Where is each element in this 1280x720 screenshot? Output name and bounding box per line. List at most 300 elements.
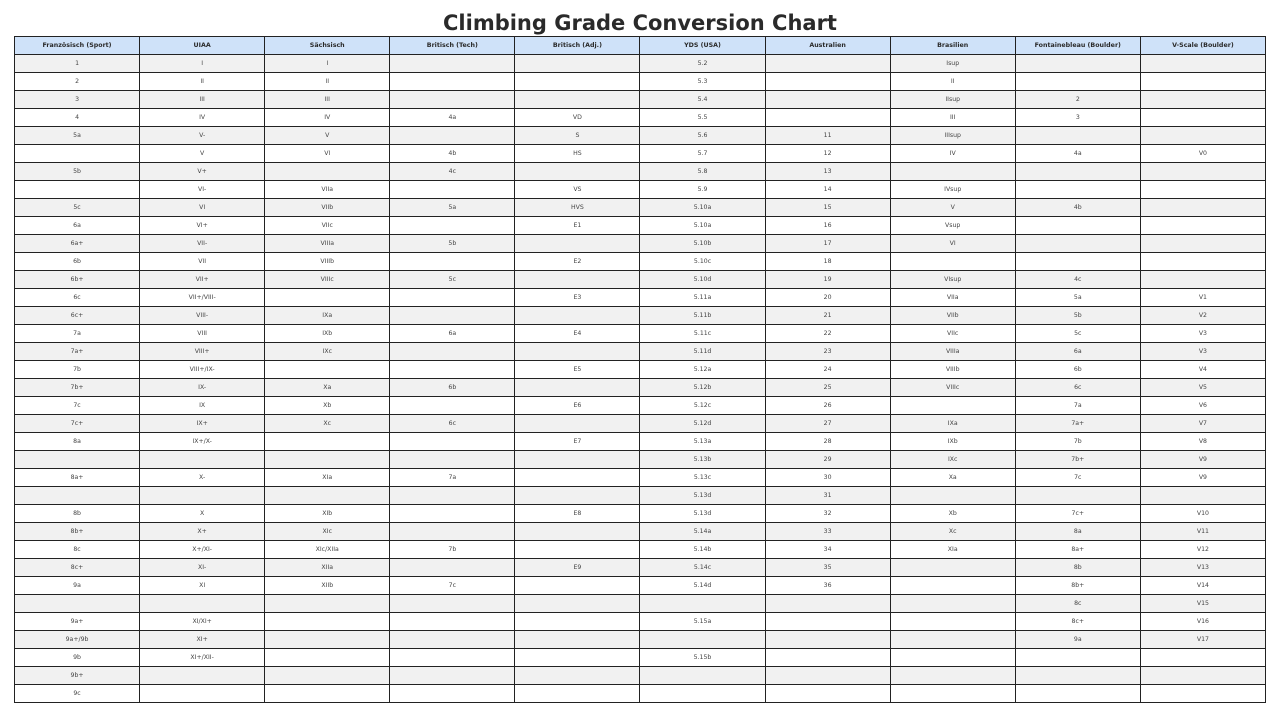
table-cell-saxon: IV: [265, 109, 390, 127]
table-cell-uiaa: VII+/VIII-: [140, 289, 265, 307]
table-cell-french-sport: 6a: [15, 217, 140, 235]
table-cell-brazil: [890, 595, 1015, 613]
table-cell-british-tech: [390, 559, 515, 577]
table-cell-british-tech: [390, 451, 515, 469]
table-cell-v-scale: V11: [1140, 523, 1265, 541]
table-row: [15, 469, 1266, 487]
table-cell-french-sport: 9b: [15, 649, 140, 667]
table-cell-yds: 5.10c: [640, 253, 765, 271]
table-row: [15, 631, 1266, 649]
table-cell-saxon: I: [265, 55, 390, 73]
table-cell-yds: 5.14b: [640, 541, 765, 559]
table-cell-brazil: XIa: [890, 541, 1015, 559]
table-cell-british-adjectival: [515, 469, 640, 487]
table-cell-french-sport: 3: [15, 91, 140, 109]
table-cell-british-tech: [390, 73, 515, 91]
table-cell-v-scale: V10: [1140, 505, 1265, 523]
table-cell-fontainebleau: 3: [1015, 109, 1140, 127]
table-cell-australia: 22: [765, 325, 890, 343]
table-cell-british-adjectival: [515, 541, 640, 559]
column-header-british-adjectival: Britisch (Adj.): [515, 37, 640, 55]
table-cell-australia: 36: [765, 577, 890, 595]
table-cell-uiaa: XI+: [140, 631, 265, 649]
table-cell-v-scale: [1140, 685, 1265, 703]
table-cell-fontainebleau: 8c: [1015, 595, 1140, 613]
table-cell-yds: 5.6: [640, 127, 765, 145]
table-cell-british-adjectival: [515, 523, 640, 541]
table-cell-french-sport: [15, 451, 140, 469]
table-cell-saxon: Xc: [265, 415, 390, 433]
table-cell-saxon: VIIIc: [265, 271, 390, 289]
table-cell-yds: [640, 631, 765, 649]
table-cell-australia: 15: [765, 199, 890, 217]
table-cell-brazil: [890, 397, 1015, 415]
table-cell-v-scale: [1140, 667, 1265, 685]
table-row: [15, 415, 1266, 433]
table-cell-brazil: Xa: [890, 469, 1015, 487]
table-cell-brazil: [890, 577, 1015, 595]
table-cell-v-scale: [1140, 235, 1265, 253]
table-cell-uiaa: [140, 667, 265, 685]
table-cell-v-scale: [1140, 253, 1265, 271]
table-cell-yds: 5.10d: [640, 271, 765, 289]
table-cell-british-adjectival: [515, 667, 640, 685]
table-cell-british-adjectival: HS: [515, 145, 640, 163]
table-cell-yds: [640, 667, 765, 685]
table-row: [15, 91, 1266, 109]
table-cell-yds: 5.3: [640, 73, 765, 91]
table-cell-fontainebleau: [1015, 55, 1140, 73]
table-row: [15, 379, 1266, 397]
table-cell-british-adjectival: E1: [515, 217, 640, 235]
table-cell-french-sport: 7b: [15, 361, 140, 379]
table-cell-yds: 5.11a: [640, 289, 765, 307]
table-row: [15, 271, 1266, 289]
table-cell-australia: [765, 649, 890, 667]
table-cell-fontainebleau: 5a: [1015, 289, 1140, 307]
table-cell-brazil: VIIa: [890, 289, 1015, 307]
table-cell-british-adjectival: E7: [515, 433, 640, 451]
table-cell-yds: 5.10a: [640, 217, 765, 235]
table-cell-saxon: IXb: [265, 325, 390, 343]
table-row: [15, 685, 1266, 703]
table-cell-yds: 5.4: [640, 91, 765, 109]
table-cell-brazil: V: [890, 199, 1015, 217]
table-cell-british-tech: [390, 505, 515, 523]
table-cell-brazil: VIIc: [890, 325, 1015, 343]
table-cell-british-tech: [390, 685, 515, 703]
table-cell-british-adjectival: HVS: [515, 199, 640, 217]
table-cell-british-adjectival: E5: [515, 361, 640, 379]
table-cell-uiaa: [140, 451, 265, 469]
table-cell-fontainebleau: 7b: [1015, 433, 1140, 451]
table-cell-fontainebleau: 7a+: [1015, 415, 1140, 433]
table-row: [15, 397, 1266, 415]
column-header-brazil: Brasilien: [890, 37, 1015, 55]
table-cell-yds: 5.14c: [640, 559, 765, 577]
table-row: [15, 541, 1266, 559]
table-body: [15, 55, 1266, 703]
table-cell-v-scale: V0: [1140, 145, 1265, 163]
table-cell-australia: [765, 631, 890, 649]
table-cell-french-sport: 9c: [15, 685, 140, 703]
table-cell-brazil: IXc: [890, 451, 1015, 469]
table-cell-brazil: Isup: [890, 55, 1015, 73]
table-cell-uiaa: IX+: [140, 415, 265, 433]
table-cell-fontainebleau: [1015, 649, 1140, 667]
table-cell-british-tech: [390, 217, 515, 235]
table-cell-yds: 5.12d: [640, 415, 765, 433]
table-row: [15, 343, 1266, 361]
table-cell-french-sport: 8a: [15, 433, 140, 451]
table-cell-brazil: [890, 613, 1015, 631]
table-cell-yds: [640, 595, 765, 613]
table-cell-v-scale: V7: [1140, 415, 1265, 433]
table-cell-australia: [765, 91, 890, 109]
table-cell-saxon: IXa: [265, 307, 390, 325]
table-cell-french-sport: 7a: [15, 325, 140, 343]
table-cell-fontainebleau: [1015, 487, 1140, 505]
table-cell-brazil: IIIsup: [890, 127, 1015, 145]
table-cell-saxon: [265, 487, 390, 505]
table-cell-saxon: II: [265, 73, 390, 91]
table-cell-brazil: IXb: [890, 433, 1015, 451]
table-cell-british-tech: [390, 253, 515, 271]
table-cell-uiaa: [140, 595, 265, 613]
table-cell-british-tech: [390, 91, 515, 109]
table-cell-british-tech: [390, 631, 515, 649]
table-cell-v-scale: V17: [1140, 631, 1265, 649]
table-cell-british-tech: [390, 613, 515, 631]
table-cell-brazil: VIIIb: [890, 361, 1015, 379]
table-cell-british-adjectival: [515, 451, 640, 469]
table-cell-french-sport: 8a+: [15, 469, 140, 487]
table-row: [15, 613, 1266, 631]
table-cell-british-tech: [390, 433, 515, 451]
table-cell-french-sport: 6c+: [15, 307, 140, 325]
table-cell-british-adjectival: [515, 415, 640, 433]
table-cell-uiaa: VI: [140, 199, 265, 217]
table-cell-french-sport: 9b+: [15, 667, 140, 685]
table-cell-fontainebleau: [1015, 235, 1140, 253]
table-cell-brazil: VI: [890, 235, 1015, 253]
table-cell-australia: [765, 73, 890, 91]
table-cell-brazil: Xb: [890, 505, 1015, 523]
table-cell-brazil: II: [890, 73, 1015, 91]
table-cell-british-tech: [390, 487, 515, 505]
table-cell-british-tech: 6c: [390, 415, 515, 433]
table-cell-british-tech: 4b: [390, 145, 515, 163]
table-cell-fontainebleau: [1015, 127, 1140, 145]
table-cell-fontainebleau: 5c: [1015, 325, 1140, 343]
table-cell-british-tech: 4c: [390, 163, 515, 181]
table-cell-australia: 21: [765, 307, 890, 325]
table-cell-french-sport: 9a+: [15, 613, 140, 631]
column-header-french-sport: Französisch (Sport): [15, 37, 140, 55]
table-cell-british-tech: [390, 127, 515, 145]
table-cell-v-scale: V1: [1140, 289, 1265, 307]
table-cell-australia: 31: [765, 487, 890, 505]
table-cell-fontainebleau: 9a: [1015, 631, 1140, 649]
table-row: [15, 235, 1266, 253]
table-cell-uiaa: X-: [140, 469, 265, 487]
table-cell-australia: 14: [765, 181, 890, 199]
table-cell-brazil: [890, 253, 1015, 271]
table-cell-brazil: VIsup: [890, 271, 1015, 289]
table-cell-uiaa: X+: [140, 523, 265, 541]
table-row: [15, 109, 1266, 127]
table-cell-french-sport: 5a: [15, 127, 140, 145]
table-cell-british-tech: [390, 289, 515, 307]
table-cell-brazil: [890, 685, 1015, 703]
table-row: [15, 577, 1266, 595]
table-cell-uiaa: VIII+/IX-: [140, 361, 265, 379]
table-row: [15, 307, 1266, 325]
table-cell-uiaa: II: [140, 73, 265, 91]
table-cell-saxon: XIb: [265, 505, 390, 523]
table-cell-australia: [765, 613, 890, 631]
table-cell-british-tech: [390, 667, 515, 685]
table-cell-british-tech: [390, 307, 515, 325]
table-cell-v-scale: V15: [1140, 595, 1265, 613]
table-cell-australia: 18: [765, 253, 890, 271]
table-cell-fontainebleau: 8a: [1015, 523, 1140, 541]
table-cell-french-sport: 7c+: [15, 415, 140, 433]
table-cell-australia: 12: [765, 145, 890, 163]
table-cell-fontainebleau: 8a+: [1015, 541, 1140, 559]
table-cell-saxon: VIIIb: [265, 253, 390, 271]
table-cell-british-adjectival: [515, 685, 640, 703]
table-cell-yds: 5.12a: [640, 361, 765, 379]
grade-conversion-table: [14, 36, 1266, 703]
table-cell-uiaa: VII: [140, 253, 265, 271]
table-cell-french-sport: 7c: [15, 397, 140, 415]
table-cell-british-tech: 6b: [390, 379, 515, 397]
table-cell-australia: [765, 595, 890, 613]
table-cell-saxon: [265, 595, 390, 613]
table-row: [15, 433, 1266, 451]
table-row: [15, 181, 1266, 199]
table-cell-saxon: VIIc: [265, 217, 390, 235]
column-header-australia: Australien: [765, 37, 890, 55]
table-cell-uiaa: VIII-: [140, 307, 265, 325]
table-cell-yds: 5.13d: [640, 505, 765, 523]
table-cell-v-scale: V2: [1140, 307, 1265, 325]
table-cell-uiaa: IV: [140, 109, 265, 127]
table-cell-fontainebleau: [1015, 253, 1140, 271]
table-cell-v-scale: [1140, 91, 1265, 109]
table-cell-british-adjectival: [515, 271, 640, 289]
table-cell-saxon: V: [265, 127, 390, 145]
column-header-v-scale: V-Scale (Boulder): [1140, 37, 1265, 55]
table-cell-british-adjectival: [515, 577, 640, 595]
table-cell-yds: 5.14d: [640, 577, 765, 595]
table-row: [15, 451, 1266, 469]
table-cell-v-scale: [1140, 55, 1265, 73]
table-cell-yds: 5.15b: [640, 649, 765, 667]
table-cell-uiaa: XI+/XII-: [140, 649, 265, 667]
table-cell-fontainebleau: [1015, 667, 1140, 685]
table-cell-french-sport: 6b: [15, 253, 140, 271]
table-cell-saxon: VIIIa: [265, 235, 390, 253]
table-cell-saxon: VIIa: [265, 181, 390, 199]
table-cell-brazil: VIIb: [890, 307, 1015, 325]
table-cell-australia: 29: [765, 451, 890, 469]
table-cell-uiaa: VIII: [140, 325, 265, 343]
table-cell-british-tech: [390, 595, 515, 613]
table-cell-brazil: IIsup: [890, 91, 1015, 109]
table-cell-fontainebleau: 6c: [1015, 379, 1140, 397]
table-cell-french-sport: 7b+: [15, 379, 140, 397]
table-cell-fontainebleau: 7c+: [1015, 505, 1140, 523]
table-cell-british-adjectival: E8: [515, 505, 640, 523]
table-cell-uiaa: V: [140, 145, 265, 163]
table-cell-v-scale: [1140, 127, 1265, 145]
table-cell-uiaa: X: [140, 505, 265, 523]
table-cell-british-tech: 7b: [390, 541, 515, 559]
table-cell-fontainebleau: [1015, 217, 1140, 235]
table-cell-french-sport: 6c: [15, 289, 140, 307]
table-cell-fontainebleau: 7a: [1015, 397, 1140, 415]
table-cell-brazil: III: [890, 109, 1015, 127]
table-cell-yds: 5.13c: [640, 469, 765, 487]
table-cell-brazil: [890, 667, 1015, 685]
table-cell-saxon: IXc: [265, 343, 390, 361]
table-cell-australia: [765, 109, 890, 127]
table-cell-uiaa: VII+: [140, 271, 265, 289]
table-cell-fontainebleau: 8b+: [1015, 577, 1140, 595]
table-cell-fontainebleau: 6b: [1015, 361, 1140, 379]
column-header-fontainebleau: Fontainebleau (Boulder): [1015, 37, 1140, 55]
table-cell-british-adjectival: [515, 613, 640, 631]
table-cell-french-sport: [15, 595, 140, 613]
table-cell-australia: 32: [765, 505, 890, 523]
table-cell-saxon: [265, 361, 390, 379]
table-cell-yds: 5.13d: [640, 487, 765, 505]
table-cell-uiaa: VIII+: [140, 343, 265, 361]
table-header-row: [15, 37, 1266, 55]
table-cell-v-scale: V13: [1140, 559, 1265, 577]
table-cell-french-sport: 9a: [15, 577, 140, 595]
table-cell-yds: 5.11b: [640, 307, 765, 325]
table-row: [15, 559, 1266, 577]
table-cell-yds: 5.2: [640, 55, 765, 73]
table-cell-british-adjectival: VD: [515, 109, 640, 127]
table-cell-v-scale: V8: [1140, 433, 1265, 451]
table-cell-french-sport: 4: [15, 109, 140, 127]
table-cell-saxon: [265, 289, 390, 307]
table-cell-fontainebleau: 7b+: [1015, 451, 1140, 469]
table-cell-british-adjectival: [515, 307, 640, 325]
table-cell-yds: 5.5: [640, 109, 765, 127]
table-cell-australia: [765, 55, 890, 73]
table-row: [15, 361, 1266, 379]
table-cell-british-adjectival: [515, 379, 640, 397]
table-cell-uiaa: IX: [140, 397, 265, 415]
table-cell-uiaa: VII-: [140, 235, 265, 253]
table-cell-yds: 5.14a: [640, 523, 765, 541]
page-title: Climbing Grade Conversion Chart: [443, 11, 837, 35]
table-cell-french-sport: 2: [15, 73, 140, 91]
table-cell-british-tech: 6a: [390, 325, 515, 343]
table-cell-uiaa: III: [140, 91, 265, 109]
table-row: [15, 649, 1266, 667]
column-header-british-tech: Britisch (Tech): [390, 37, 515, 55]
table-cell-french-sport: 8c: [15, 541, 140, 559]
table-cell-british-tech: [390, 181, 515, 199]
table-cell-fontainebleau: 8b: [1015, 559, 1140, 577]
table-row: [15, 145, 1266, 163]
table-cell-australia: 27: [765, 415, 890, 433]
table-cell-saxon: III: [265, 91, 390, 109]
table-cell-uiaa: [140, 487, 265, 505]
table-row: [15, 487, 1266, 505]
table-cell-australia: 33: [765, 523, 890, 541]
table-cell-uiaa: [140, 685, 265, 703]
table-cell-australia: 25: [765, 379, 890, 397]
table-cell-british-adjectival: E3: [515, 289, 640, 307]
table-cell-saxon: XIc: [265, 523, 390, 541]
table-cell-v-scale: [1140, 109, 1265, 127]
table-cell-australia: 13: [765, 163, 890, 181]
table-row: [15, 217, 1266, 235]
column-header-yds: YDS (USA): [640, 37, 765, 55]
table-cell-fontainebleau: 4b: [1015, 199, 1140, 217]
table-cell-australia: 35: [765, 559, 890, 577]
table-cell-uiaa: V+: [140, 163, 265, 181]
table-cell-brazil: VIIIc: [890, 379, 1015, 397]
table-cell-fontainebleau: 8c+: [1015, 613, 1140, 631]
table-cell-uiaa: XI/XI+: [140, 613, 265, 631]
table-cell-british-tech: [390, 523, 515, 541]
table-cell-yds: 5.10a: [640, 199, 765, 217]
table-cell-british-adjectival: [515, 631, 640, 649]
table-cell-australia: 30: [765, 469, 890, 487]
table-cell-australia: 28: [765, 433, 890, 451]
table-cell-british-adjectival: [515, 487, 640, 505]
table-cell-saxon: VI: [265, 145, 390, 163]
table-cell-brazil: [890, 487, 1015, 505]
table-cell-british-adjectival: [515, 91, 640, 109]
table-cell-fontainebleau: [1015, 73, 1140, 91]
table-cell-fontainebleau: 7c: [1015, 469, 1140, 487]
table-cell-yds: 5.7: [640, 145, 765, 163]
table-row: [15, 325, 1266, 343]
table-cell-saxon: VIIb: [265, 199, 390, 217]
table-cell-v-scale: V9: [1140, 451, 1265, 469]
table-cell-v-scale: [1140, 649, 1265, 667]
table-row: [15, 163, 1266, 181]
table-cell-french-sport: 5b: [15, 163, 140, 181]
table-cell-v-scale: V4: [1140, 361, 1265, 379]
table-cell-v-scale: [1140, 73, 1265, 91]
table-cell-british-adjectival: E6: [515, 397, 640, 415]
table-cell-v-scale: V14: [1140, 577, 1265, 595]
column-header-uiaa: UIAA: [140, 37, 265, 55]
table-cell-v-scale: [1140, 487, 1265, 505]
table-cell-british-adjectival: E4: [515, 325, 640, 343]
table-cell-yds: 5.9: [640, 181, 765, 199]
table-cell-saxon: [265, 451, 390, 469]
table-cell-uiaa: XI-: [140, 559, 265, 577]
table-cell-brazil: IV: [890, 145, 1015, 163]
table-cell-british-tech: 5c: [390, 271, 515, 289]
table-cell-saxon: XIIb: [265, 577, 390, 595]
table-cell-british-adjectival: [515, 235, 640, 253]
table-cell-v-scale: V6: [1140, 397, 1265, 415]
table-cell-v-scale: V3: [1140, 325, 1265, 343]
table-cell-uiaa: X+/XI-: [140, 541, 265, 559]
